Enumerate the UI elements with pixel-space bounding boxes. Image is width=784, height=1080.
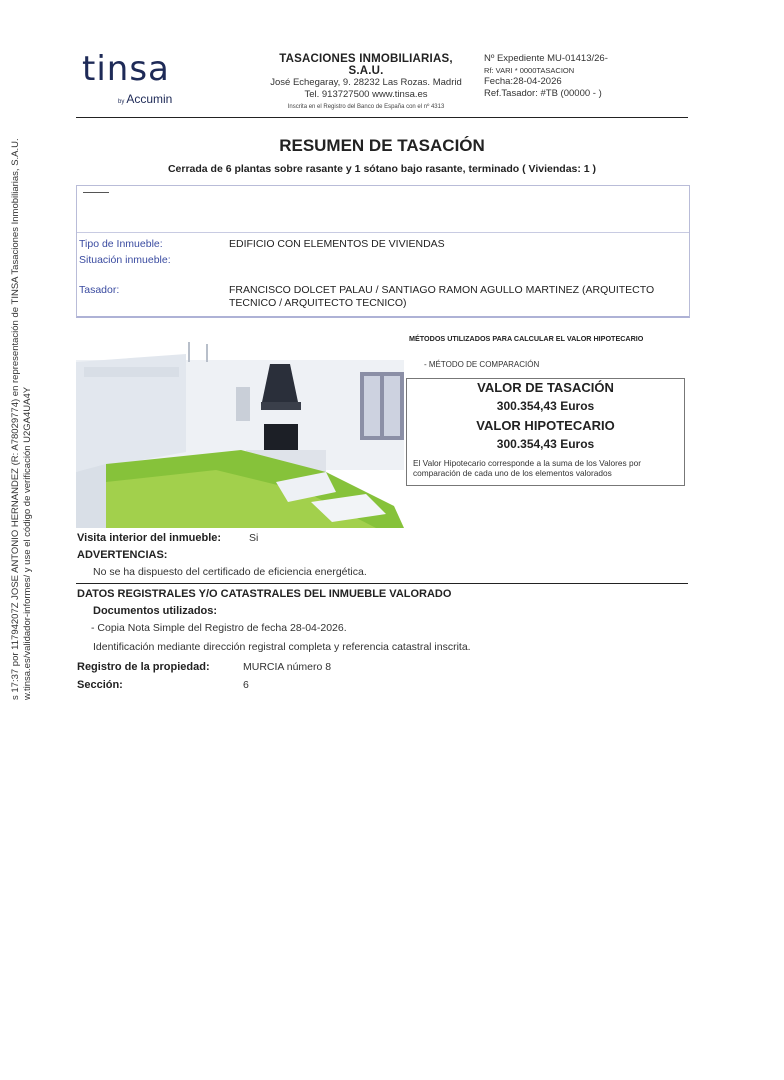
valor-tasacion-label: VALOR DE TASACIÓN <box>477 380 614 395</box>
expediente-number: Nº Expediente MU-01413/26- <box>484 53 608 64</box>
advertencias-label: ADVERTENCIAS: <box>77 549 168 561</box>
registrales-title: DATOS REGISTRALES Y/O CATASTRALES DEL INMUEBLE VALORADO <box>77 588 452 600</box>
valuation-box <box>406 378 685 486</box>
rf-reference: Rf: VARI * 0000TASACION <box>484 65 575 75</box>
visita-value: Si <box>249 532 259 544</box>
page-subtitle: Cerrada de 6 plantas sobre rasante y 1 sótano bajo rasante, terminado ( Viviendas: 1 ) <box>167 163 597 175</box>
tasador-reference: Ref.Tasador: #TB (00000 - ) <box>484 87 602 99</box>
registro-label: Registro de la propiedad: <box>77 661 210 673</box>
visita-label: Visita interior del inmueble: <box>77 532 222 544</box>
seccion-label: Sección: <box>77 679 123 691</box>
box-inner-divider <box>77 232 689 233</box>
registro-value: MURCIA número 8 <box>243 661 332 673</box>
valor-tasacion-value: 300.354,43 Euros <box>496 399 595 413</box>
verification-side-text: s 17:37 por 11794207Z JOSE ANTONIO HERNANDEZ (R: A78029774) en representación de TINSA Tasaciones Inmobiliarias, S.A.U. <box>10 138 21 700</box>
methods-title: MÉTODOS UTILIZADOS PARA CALCULAR EL VALOR HIPOTECARIO <box>409 334 644 343</box>
company-registry: Inscrita en el Registro del Banco de España con el nº 4313 <box>287 104 445 110</box>
advertencias-text: No se ha dispuesto del certificado de eficiencia energética. <box>93 566 367 578</box>
methods-item: - MÉTODO DE COMPARACIÓN <box>424 360 540 369</box>
tinsa-logo <box>82 49 202 110</box>
valuation-note: El Valor Hipotecario corresponde a la suma de los Valores por comparación de cada uno de los elementos valorados <box>413 458 641 478</box>
tasador-label: Tasador: <box>79 284 120 296</box>
reference-block <box>484 53 684 99</box>
section-divider <box>76 583 688 584</box>
company-phone: Tel. 913727500 www.tinsa.es <box>304 89 428 100</box>
box-stub-line <box>83 192 109 193</box>
company-address: José Echegaray, 9. 28232 Las Rozas. Madrid <box>270 77 462 88</box>
documentos-label: Documentos utilizados: <box>93 605 218 617</box>
property-info-box <box>76 185 690 318</box>
tipo-value: EDIFICIO CON ELEMENTOS DE VIVIENDAS <box>229 238 445 250</box>
logo-accumin: Accumin <box>126 92 173 106</box>
page-title: RESUMEN DE TASACIÓN <box>279 136 485 155</box>
situacion-label: Situación inmueble: <box>79 254 171 266</box>
documento-1: - Copia Nota Simple del Registro de fecha 28-04-2026. <box>91 622 347 634</box>
logo-by: by <box>118 99 125 105</box>
logo-brand: tinsa <box>82 49 170 89</box>
header-divider <box>76 117 688 118</box>
property-photo-illustration <box>76 332 404 528</box>
tasador-value-line1: FRANCISCO DOLCET PALAU / SANTIAGO RAMON AGULLO MARTINEZ (ARQUITECTO <box>229 284 655 296</box>
tasador-value-line2: TECNICO / ARQUITECTO TECNICO) <box>229 297 407 309</box>
seccion-value: 6 <box>243 679 249 691</box>
company-name: TASACIONES INMOBILIARIAS, S.A.U. <box>279 53 453 77</box>
property-photo <box>76 332 404 528</box>
logo-by-accumin <box>118 92 172 106</box>
documento-2: Identificación mediante dirección registral completa y referencia catastral inscrita. <box>93 641 471 653</box>
verification-url-text: w.tinsa.es/validador-informes/ y use el código de verificación U2GA4UA4Y <box>22 386 33 700</box>
valor-hipotecario-value: 300.354,43 Euros <box>496 437 595 451</box>
report-date: Fecha:28-04-2026 <box>484 76 562 87</box>
company-block <box>262 53 470 113</box>
valor-hipotecario-label: VALOR HIPOTECARIO <box>476 418 615 433</box>
tipo-label: Tipo de Inmueble: <box>79 238 163 250</box>
